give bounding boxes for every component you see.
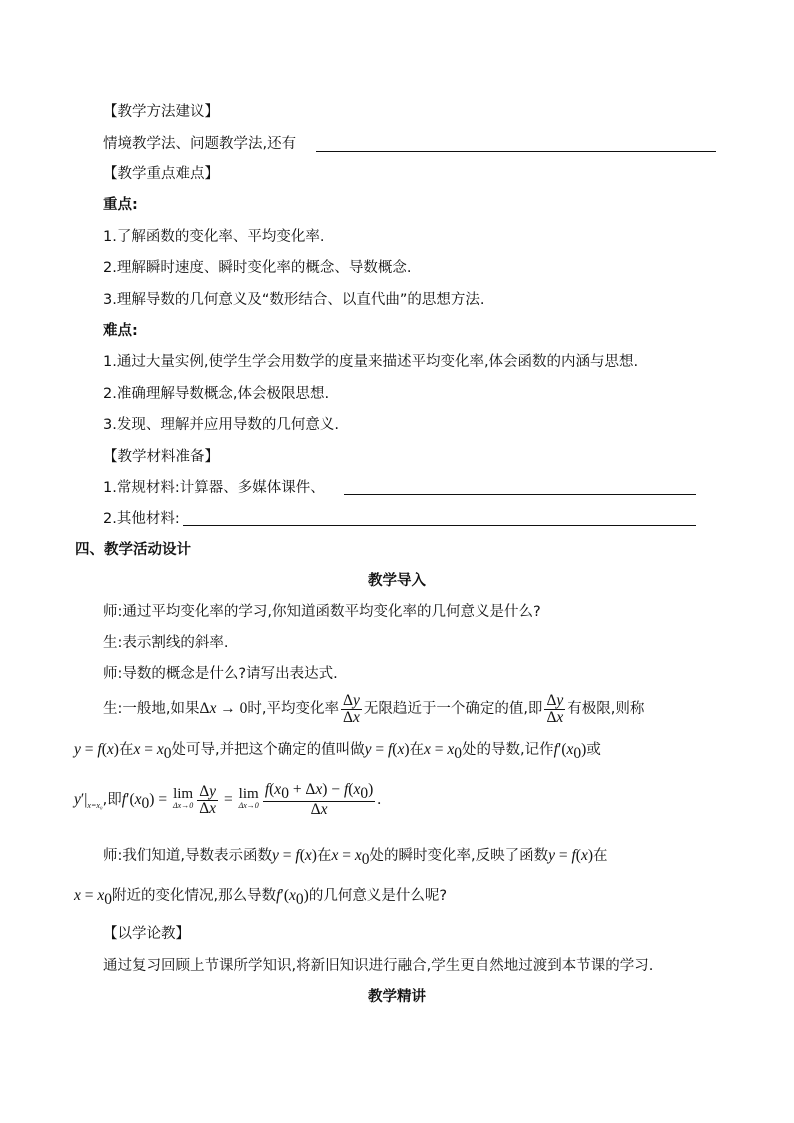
method-heading: 【教学方法建议】 xyxy=(103,104,219,120)
key-item-1: 1.了解函数的变化率、平均变化率. xyxy=(103,229,325,245)
materials-heading: 【教学材料准备】 xyxy=(103,449,219,465)
lecture-title: 教学精讲 xyxy=(368,989,426,1005)
dialogue-line-3: 师:导数的概念是什么?请写出表达式. xyxy=(103,666,338,682)
difficulty-item-1: 1.通过大量实例,使学生学会用数学的度量来描述平均变化率,体会函数的内涵与思想. xyxy=(103,354,639,370)
materials-item-1: 1.常规材料:计算器、多媒体课件、 xyxy=(103,480,325,496)
learn-heading: 【以学论教】 xyxy=(103,926,190,942)
teacher-line-1: 师:我们知道,导数表示函数y = f(x)在$x = x_0$处的瞬时变化率,反映了函数y = f(x)在 xyxy=(103,847,608,868)
teacher-line-2: $x = x_0$附近的变化情况,那么导数$f'(x_0)$的几何意义是什么呢? xyxy=(74,887,448,908)
key-points-heading: 【教学重点难点】 xyxy=(103,166,219,182)
difficulty-item-2: 2.准确理解导数概念,体会极限思想. xyxy=(103,386,330,402)
formula-line-a: 生:一般地,如果Δx → 0时,平均变化率 $\frac{\Delta y}{\Delta x}$ 无限趋近于一个确定的值,即 $\frac{\Delta y}{\Delta x}$ 有极限,则称 xyxy=(103,691,645,726)
formula-line-b: y = f(x)在$x = x_0$处可导,并把这个确定的值叫做y = f(x)在$x = x_0$处的导数,记作$f'(x_0)$或 xyxy=(74,741,601,762)
key-item-3: 3.理解导数的几何意义及“数形结合、以直代曲”的思想方法. xyxy=(103,292,485,308)
key-label: 重点: xyxy=(103,197,138,213)
learn-text: 通过复习回顾上节课所学知识,将新旧知识进行融合,学生更自然地过渡到本节课的学习. xyxy=(103,958,654,974)
activity-heading: 四、教学活动设计 xyxy=(75,542,191,558)
difficulty-label: 难点: xyxy=(103,323,138,339)
key-item-2: 2.理解瞬时速度、瞬时变化率的概念、导数概念. xyxy=(103,260,412,276)
delta-fraction: $\frac{\Delta y}{\Delta x}$ xyxy=(342,691,360,726)
derivative-fraction: $\frac{f(x_0 + \Delta x) - f(x_0)}{\Delta x}$ xyxy=(264,780,374,819)
method-blank-line xyxy=(316,151,716,152)
method-text: 情境教学法、问题教学法,还有 xyxy=(103,136,297,152)
intro-title: 教学导入 xyxy=(368,573,426,589)
materials-blank-line-2 xyxy=(183,525,696,526)
dialogue-line-2: 生:表示割线的斜率. xyxy=(103,635,229,651)
difficulty-item-3: 3.发现、理解并应用导数的几何意义. xyxy=(103,417,339,433)
materials-blank-line-1 xyxy=(344,494,696,495)
dialogue-line-1: 师:通过平均变化率的学习,你知道函数平均变化率的几何意义是什么? xyxy=(103,604,541,620)
formula-line-c: $y'|_{x=x_0}$,即$f'(x_0)$ = lim Δx→0 $\frac{\Delta y}{\Delta x}$ = lim Δx→0 $\frac{f(x_0 + \Delta x) - f(x_0)}{\Delta x}$ . xyxy=(74,780,382,819)
materials-item-2: 2.其他材料: xyxy=(103,511,180,527)
delta-fraction-2: $\frac{\Delta y}{\Delta x}$ xyxy=(546,691,564,726)
